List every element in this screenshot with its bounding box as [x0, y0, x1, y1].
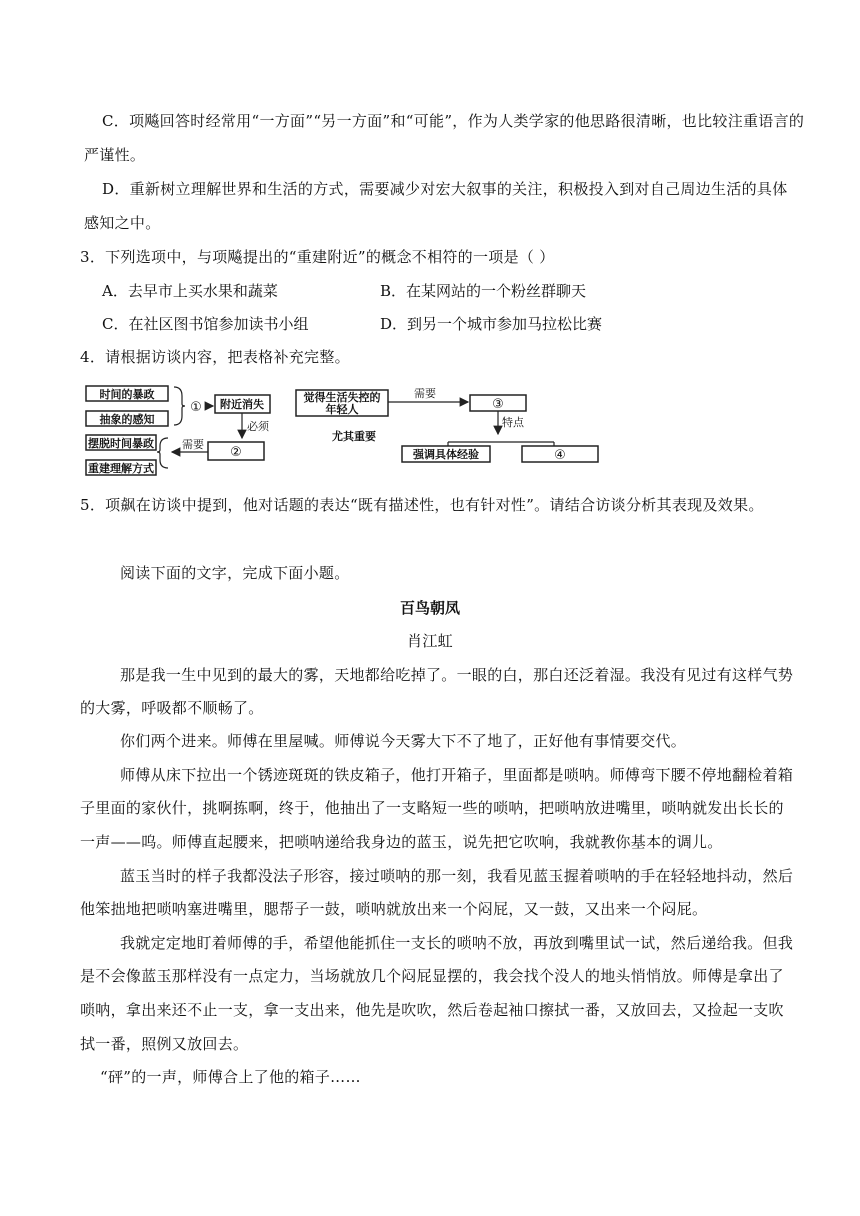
- box-abstract-perception-text: 抽象的感知: [99, 413, 155, 426]
- passage-author: 肖江虹: [407, 632, 453, 650]
- box-rebuild-understanding-text: 重建理解方式: [88, 462, 154, 475]
- q5-stem: 5．项飙在访谈中提到，他对话题的表达“既有描述性，也有针对性”。请结合访谈分析其表现及效果。: [80, 496, 764, 514]
- passage-p3-line3: 一声——呜。师傅直起腰来，把唢呐递给我身边的蓝玉，说先把它吹响，我就教你基本的调儿。: [80, 833, 723, 851]
- q2-option-d-line1: D．重新树立理解世界和生活的方式，需要减少对宏大叙事的关注，积极投入到对自己周边生活的具体: [102, 180, 788, 198]
- passage-p5-line4: 拭一番，照例又放回去。: [80, 1035, 249, 1053]
- q3-option-d: D．到另一个城市参加马拉松比赛: [380, 315, 603, 333]
- box-time-tyranny-text: 时间的暴政: [99, 388, 155, 401]
- passage-p3-line1: 师傅从床下拉出一个锈迹斑斑的铁皮箱子，他打开箱子，里面都是唢呐。师傅弯下腰不停地翻检着箱: [120, 766, 794, 784]
- q2-option-c-line1: C．项飚回答时经常用“一方面”“另一方面”和“可能”，作为人类学家的他思路很清晰，也比较注重语言的: [102, 112, 805, 130]
- q3-option-a: A．去早市上买水果和蔬菜: [102, 282, 278, 300]
- q3-option-b: B．在某网站的一个粉丝群聊天: [380, 282, 587, 300]
- passage-p5-line3: 唢呐，拿出来还不止一支，拿一支出来，他先是吹吹，然后卷起袖口擦拭一番，又放回去，又捡起一支吹: [80, 1001, 784, 1019]
- q3-option-c: C．在社区图书馆参加读书小组: [102, 315, 309, 333]
- passage-title: 百鸟朝凤: [399, 599, 460, 617]
- passage-p2-line1: 你们两个进来。师傅在里屋喊。师傅说今天雾大下不了地了，正好他有事情要交代。: [120, 732, 687, 750]
- passage-p5-line1: 我就定定地盯着师傅的手，希望他能抓住一支长的唢呐不放，再放到嘴里试一试，然后递给我。但我: [120, 934, 794, 952]
- blank-4: ④: [554, 448, 566, 463]
- passage-p1-line2: 的大雾，呼吸都不顺畅了。: [80, 699, 264, 717]
- q2-option-c-line2: 严谨性。: [84, 146, 146, 164]
- blank-1: ①: [190, 400, 202, 415]
- label-must: 必须: [247, 420, 269, 433]
- brace-right: [174, 387, 185, 425]
- passage-p5-line2: 是不会像蓝玉那样没有一点定力，当场就放几个闷屁显摆的，我会找个没人的地头悄悄放。师傅是拿出了: [80, 967, 784, 985]
- reading-intro: 阅读下面的文字，完成下面小题。: [120, 564, 350, 582]
- box-nearby-vanish-text: 附近消失: [220, 398, 264, 411]
- q2-option-d-line2: 感知之中。: [84, 214, 161, 232]
- passage-p3-line2: 子里面的家伙什，挑啊拣啊，终于，他抽出了一支略短一些的唢呐，把唢呐放进嘴里，唢呐就发出长长的: [80, 799, 784, 817]
- box-youth-text-1: 觉得生活失控的: [303, 391, 381, 404]
- brace-left: [157, 438, 168, 468]
- blank-3: ③: [492, 397, 504, 412]
- passage-p1-line1: 那是我一生中见到的最大的雾，天地都给吃掉了。一眼的白，那白还泛着湿。我没有见过有这样气势: [120, 666, 794, 684]
- box-concrete-experience-text: 强调具体经验: [413, 448, 479, 461]
- q4-stem: 4．请根据访谈内容，把表格补充完整。: [80, 348, 350, 366]
- label-especially-important: 尤其重要: [332, 430, 376, 443]
- box-youth-text-2: 年轻人: [325, 403, 359, 416]
- q4-flow-diagram: [84, 384, 604, 480]
- label-need-left: 需要: [182, 438, 204, 451]
- passage-p6-line1: “砰”的一声，师傅合上了他的箱子……: [100, 1068, 361, 1086]
- label-need-right: 需要: [414, 387, 436, 400]
- box-escape-tyranny-text: 摆脱时间暴政: [88, 437, 154, 450]
- label-feature: 特点: [502, 416, 524, 429]
- q3-stem: 3．下列选项中，与项飚提出的“重建附近”的概念不相符的一项是（ ）: [80, 248, 555, 266]
- passage-p4-line1: 蓝玉当时的样子我都没法子形容，接过唢呐的那一刻，我看见蓝玉握着唢呐的手在轻轻地抖动，然后: [120, 867, 794, 885]
- passage-p4-line2: 他笨拙地把唢呐塞进嘴里，腮帮子一鼓，唢呐就放出来一个闷屁，又一鼓，又出来一个闷屁。: [80, 900, 708, 918]
- blank-2: ②: [230, 445, 242, 460]
